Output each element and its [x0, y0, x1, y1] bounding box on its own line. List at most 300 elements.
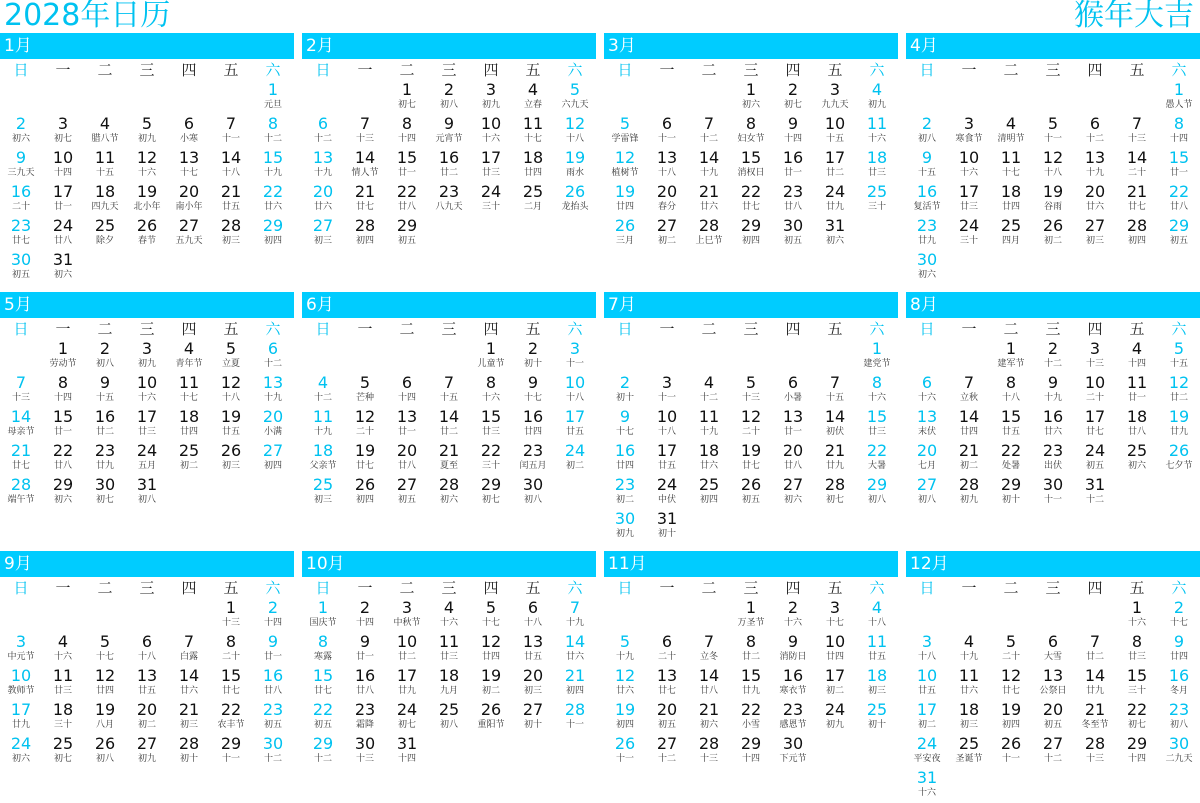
empty-cell: [906, 340, 948, 374]
weekday-label: 五: [525, 320, 541, 338]
lunar-label: 廿四: [523, 168, 542, 178]
month-header: 11月: [604, 551, 898, 577]
lunar-label: 十九: [1085, 168, 1104, 178]
lunar-label: 初七: [397, 720, 416, 730]
day-number: 22: [480, 441, 502, 460]
month-block: [906, 292, 1200, 510]
lunar-label: 冬至节: [1081, 720, 1109, 730]
day-cell: [512, 701, 554, 735]
day-number: 25: [1126, 441, 1148, 460]
day-cell: [1116, 633, 1158, 667]
day-number: 2: [267, 598, 279, 617]
day-number: 4: [703, 373, 715, 392]
lunar-label: 廿三: [481, 427, 500, 437]
day-cell: [1116, 183, 1158, 217]
day-number: 9: [921, 148, 933, 167]
month-block: [302, 33, 596, 251]
day-number: 24: [52, 216, 74, 235]
lunar-label: 寒露: [313, 652, 332, 662]
day-number: 11: [1000, 148, 1022, 167]
day-cell: [344, 667, 386, 701]
lunar-label: 初三: [221, 236, 240, 246]
day-cell: [344, 701, 386, 735]
day-cell: [210, 217, 252, 251]
empty-cell: [772, 340, 814, 374]
day-number: 16: [262, 666, 284, 685]
day-number: 12: [1168, 373, 1190, 392]
day-cell: [512, 476, 554, 510]
day-cell: [948, 633, 990, 667]
day-number: 23: [782, 182, 804, 201]
day-number: 9: [619, 407, 631, 426]
day-cell: [168, 408, 210, 442]
lunar-label: 廿七: [355, 202, 374, 212]
lunar-label: 愚人节: [1165, 100, 1193, 110]
lunar-label: 初六: [1127, 461, 1146, 471]
day-cell: [42, 251, 84, 285]
lunar-label: 植树节: [611, 168, 639, 178]
lunar-label: 初六: [783, 495, 802, 505]
lunar-label: 十二: [1043, 754, 1062, 764]
day-number: 17: [1084, 407, 1106, 426]
day-cell: [428, 701, 470, 735]
day-cell: [1158, 81, 1200, 115]
day-number: 27: [656, 216, 678, 235]
day-cell: [470, 115, 512, 149]
lunar-label: 初三: [221, 461, 240, 471]
lunar-label: 廿九: [397, 686, 416, 696]
day-number: 21: [564, 666, 586, 685]
lunar-label: 重阳节: [477, 720, 505, 730]
day-cell: [386, 115, 428, 149]
day-number: 10: [916, 666, 938, 685]
lunar-label: 廿二: [439, 168, 458, 178]
day-cell: [42, 408, 84, 442]
day-cell: [604, 701, 646, 735]
lunar-label: 廿八: [53, 236, 72, 246]
lunar-label: 初四: [615, 720, 634, 730]
day-cell: [604, 667, 646, 701]
day-cell: [856, 374, 898, 408]
weekday-label: 四: [1087, 61, 1103, 79]
lunar-label: 廿七: [741, 202, 760, 212]
day-cell: [1158, 340, 1200, 374]
day-cell: [512, 183, 554, 217]
day-number: 28: [1126, 216, 1148, 235]
lunar-label: 廿一: [355, 652, 374, 662]
lunar-label: 十七: [95, 652, 114, 662]
day-number: 30: [614, 509, 636, 528]
day-cell: [1116, 374, 1158, 408]
day-cell: [814, 667, 856, 701]
lunar-label: 十五: [825, 134, 844, 144]
day-cell: [302, 701, 344, 735]
weekday-label: 三: [441, 61, 457, 79]
day-cell: [302, 115, 344, 149]
lunar-label: 廿一: [783, 168, 802, 178]
day-cell: [302, 183, 344, 217]
weekday-label: 二: [701, 320, 717, 338]
day-number: 23: [94, 441, 116, 460]
lunar-label: 大暑: [867, 461, 886, 471]
day-cell: [168, 633, 210, 667]
day-number: 8: [1131, 632, 1143, 651]
day-number: 19: [220, 407, 242, 426]
lunar-label: 廿八: [397, 461, 416, 471]
lunar-label: 八月: [95, 720, 114, 730]
day-cell: [126, 442, 168, 476]
day-cell: [772, 633, 814, 667]
day-cell: [168, 149, 210, 183]
day-number: 29: [52, 475, 74, 494]
day-cell: [0, 374, 42, 408]
day-cell: [428, 183, 470, 217]
day-cell: [554, 81, 596, 115]
lunar-label: 初五: [1043, 720, 1062, 730]
lunar-label: 初六: [825, 236, 844, 246]
day-cell: [990, 442, 1032, 476]
lunar-label: 二十: [221, 652, 240, 662]
lunar-label: 廿七: [313, 686, 332, 696]
day-cell: [948, 183, 990, 217]
empty-cell: [1074, 599, 1116, 633]
empty-cell: [126, 81, 168, 115]
day-number: 29: [866, 475, 888, 494]
lunar-label: 十七: [481, 618, 500, 628]
day-number: 24: [656, 475, 678, 494]
lunar-label: 十九: [263, 168, 282, 178]
lunar-label: 廿七: [1127, 202, 1146, 212]
day-cell: [512, 667, 554, 701]
day-cell: [252, 667, 294, 701]
day-number: 10: [656, 407, 678, 426]
day-cell: [168, 115, 210, 149]
day-cell: [554, 374, 596, 408]
day-cell: [1074, 633, 1116, 667]
day-number: 1: [1131, 598, 1143, 617]
day-number: 13: [396, 407, 418, 426]
lunar-label: 初八: [917, 134, 936, 144]
weekday-row: [604, 318, 898, 340]
lunar-label: 白露: [179, 652, 198, 662]
day-cell: [0, 442, 42, 476]
day-cell: [252, 735, 294, 769]
lunar-label: 十六: [867, 393, 886, 403]
day-number: 28: [824, 475, 846, 494]
day-cell: [646, 408, 688, 442]
day-number: 23: [1042, 441, 1064, 460]
day-cell: [730, 408, 772, 442]
day-number: 19: [614, 182, 636, 201]
day-number: 28: [1084, 734, 1106, 753]
lunar-label: 十九: [615, 652, 634, 662]
day-number: 11: [866, 632, 888, 651]
day-number: 25: [958, 734, 980, 753]
lunar-label: 十三: [699, 754, 718, 764]
day-cell: [1158, 442, 1200, 476]
lunar-label: 十七: [825, 618, 844, 628]
lunar-label: 十四: [1127, 359, 1146, 369]
month-header: 10月: [302, 551, 596, 577]
day-cell: [42, 667, 84, 701]
day-number: 24: [916, 734, 938, 753]
day-grid: [0, 599, 294, 769]
lunar-label: 十七: [179, 393, 198, 403]
day-number: 1: [1005, 339, 1017, 358]
weekday-row: [302, 59, 596, 81]
month-block: [302, 551, 596, 769]
day-cell: [990, 183, 1032, 217]
lunar-label: 十四: [53, 393, 72, 403]
day-number: 22: [740, 182, 762, 201]
day-number: 27: [136, 734, 158, 753]
lunar-label: 十三: [1085, 359, 1104, 369]
lunar-label: 初八: [439, 720, 458, 730]
day-cell: [84, 115, 126, 149]
day-number: 2: [1047, 339, 1059, 358]
day-number: 4: [443, 598, 455, 617]
day-number: 15: [740, 148, 762, 167]
lunar-label: 十八: [1001, 393, 1020, 403]
day-number: 12: [480, 632, 502, 651]
weekday-label: 二: [97, 320, 113, 338]
day-number: 5: [569, 80, 581, 99]
lunar-label: 十二: [313, 754, 332, 764]
lunar-label: 初八: [95, 359, 114, 369]
day-number: 20: [1084, 182, 1106, 201]
day-cell: [906, 217, 948, 251]
lunar-label: 十九: [699, 427, 718, 437]
empty-cell: [906, 81, 948, 115]
lunar-label: 初八: [95, 754, 114, 764]
day-cell: [990, 340, 1032, 374]
day-cell: [948, 442, 990, 476]
day-cell: [906, 374, 948, 408]
day-number: 1: [745, 598, 757, 617]
month-header: 6月: [302, 292, 596, 318]
lunar-label: 八九天: [435, 202, 463, 212]
day-number: 17: [396, 666, 418, 685]
day-cell: [386, 667, 428, 701]
day-number: 31: [136, 475, 158, 494]
lunar-label: 十二: [699, 393, 718, 403]
lunar-label: 十七: [179, 168, 198, 178]
day-number: 29: [312, 734, 334, 753]
day-cell: [42, 183, 84, 217]
lunar-label: 初七: [397, 100, 416, 110]
day-cell: [84, 374, 126, 408]
lunar-label: 十五: [95, 168, 114, 178]
lunar-label: 十一: [565, 720, 584, 730]
day-cell: [252, 217, 294, 251]
day-cell: [554, 408, 596, 442]
day-cell: [772, 442, 814, 476]
weekday-row: [604, 59, 898, 81]
month-block: [906, 551, 1200, 803]
day-number: 6: [527, 598, 539, 617]
empty-cell: [1032, 599, 1074, 633]
weekday-label: 三: [441, 579, 457, 597]
day-number: 3: [661, 373, 673, 392]
lunar-label: 初伏: [825, 427, 844, 437]
day-number: 3: [963, 114, 975, 133]
day-cell: [554, 701, 596, 735]
lunar-label: 十八: [917, 652, 936, 662]
lunar-label: 十九: [1043, 393, 1062, 403]
day-number: 5: [1173, 339, 1185, 358]
day-number: 15: [1126, 666, 1148, 685]
day-number: 14: [698, 148, 720, 167]
lunar-label: 十一: [1001, 754, 1020, 764]
lunar-label: 十八: [221, 393, 240, 403]
weekday-label: 一: [55, 579, 71, 597]
lunar-label: 初七: [481, 495, 500, 505]
day-cell: [512, 149, 554, 183]
day-cell: [1116, 149, 1158, 183]
day-number: 4: [317, 373, 329, 392]
day-cell: [386, 442, 428, 476]
weekday-label: 四: [181, 320, 197, 338]
lunar-label: 廿三: [439, 652, 458, 662]
empty-cell: [386, 340, 428, 374]
day-cell: [0, 667, 42, 701]
day-number: 23: [1168, 700, 1190, 719]
day-cell: [856, 183, 898, 217]
lunar-label: 十七: [1001, 168, 1020, 178]
day-number: 27: [1084, 216, 1106, 235]
day-cell: [126, 115, 168, 149]
lunar-label: 初六: [11, 134, 30, 144]
day-cell: [84, 217, 126, 251]
day-number: 2: [921, 114, 933, 133]
day-number: 16: [782, 666, 804, 685]
weekday-label: 五: [223, 579, 239, 597]
weekday-label: 一: [961, 61, 977, 79]
lunar-label: 廿四: [615, 461, 634, 471]
day-number: 3: [829, 80, 841, 99]
day-number: 12: [564, 114, 586, 133]
lunar-label: 廿四: [1169, 652, 1188, 662]
day-cell: [646, 633, 688, 667]
day-cell: [646, 183, 688, 217]
lunar-label: 十一: [615, 754, 634, 764]
day-cell: [0, 735, 42, 769]
lunar-label: 十七: [523, 393, 542, 403]
weekday-row: [906, 577, 1200, 599]
day-cell: [772, 599, 814, 633]
lunar-label: 初六: [439, 495, 458, 505]
lunar-label: 初四: [263, 461, 282, 471]
day-cell: [302, 735, 344, 769]
weekday-label: 五: [827, 320, 843, 338]
day-cell: [344, 476, 386, 510]
weekday-label: 四: [483, 61, 499, 79]
lunar-label: 五月: [137, 461, 156, 471]
day-number: 2: [443, 80, 455, 99]
day-number: 20: [1042, 700, 1064, 719]
day-cell: [906, 251, 948, 285]
lunar-label: 十五: [917, 168, 936, 178]
day-cell: [814, 183, 856, 217]
day-cell: [1158, 701, 1200, 735]
day-cell: [856, 115, 898, 149]
day-cell: [814, 149, 856, 183]
day-number: 25: [522, 182, 544, 201]
day-cell: [126, 217, 168, 251]
day-cell: [688, 183, 730, 217]
month-block: [604, 551, 898, 769]
day-cell: [730, 149, 772, 183]
day-number: 13: [312, 148, 334, 167]
lunar-label: 十三: [11, 393, 30, 403]
weekday-label: 三: [441, 320, 457, 338]
day-number: 28: [564, 700, 586, 719]
day-cell: [1158, 667, 1200, 701]
day-number: 24: [824, 700, 846, 719]
lunar-label: 末伏: [917, 427, 936, 437]
day-cell: [856, 701, 898, 735]
day-number: 22: [1168, 182, 1190, 201]
lunar-label: 初四: [355, 236, 374, 246]
lunar-label: 初七: [1127, 720, 1146, 730]
empty-cell: [210, 81, 252, 115]
lunar-label: 廿二: [397, 652, 416, 662]
day-number: 30: [916, 250, 938, 269]
month-header: 7月: [604, 292, 898, 318]
day-cell: [646, 667, 688, 701]
day-cell: [856, 599, 898, 633]
day-number: 31: [52, 250, 74, 269]
day-number: 27: [656, 734, 678, 753]
weekday-label: 日: [13, 61, 29, 79]
day-cell: [730, 599, 772, 633]
weekday-label: 二: [1003, 61, 1019, 79]
lunar-label: 十九: [313, 427, 332, 437]
day-cell: [512, 633, 554, 667]
weekday-row: [906, 59, 1200, 81]
day-number: 26: [94, 734, 116, 753]
weekday-label: 日: [315, 320, 331, 338]
month-header: 8月: [906, 292, 1200, 318]
day-cell: [344, 115, 386, 149]
lunar-label: 十四: [355, 618, 374, 628]
day-cell: [772, 735, 814, 769]
day-cell: [604, 374, 646, 408]
lunar-label: 初七: [53, 134, 72, 144]
day-number: 7: [359, 114, 371, 133]
day-cell: [1074, 149, 1116, 183]
lunar-label: 小寒: [179, 134, 198, 144]
day-cell: [990, 374, 1032, 408]
lunar-label: 南小年: [175, 202, 203, 212]
day-number: 2: [99, 339, 111, 358]
day-cell: [1074, 667, 1116, 701]
empty-cell: [604, 81, 646, 115]
day-number: 20: [782, 441, 804, 460]
lunar-label: 初九: [137, 359, 156, 369]
lunar-label: 廿二: [439, 427, 458, 437]
lunar-label: 二十: [657, 652, 676, 662]
day-cell: [0, 701, 42, 735]
day-grid: [604, 340, 898, 544]
lunar-label: 初六: [53, 270, 72, 280]
lunar-label: 廿四: [615, 202, 634, 212]
day-number: 12: [94, 666, 116, 685]
lunar-label: 十六: [917, 393, 936, 403]
lunar-label: 廿七: [221, 686, 240, 696]
month-header: 1月: [0, 33, 294, 59]
day-cell: [604, 408, 646, 442]
